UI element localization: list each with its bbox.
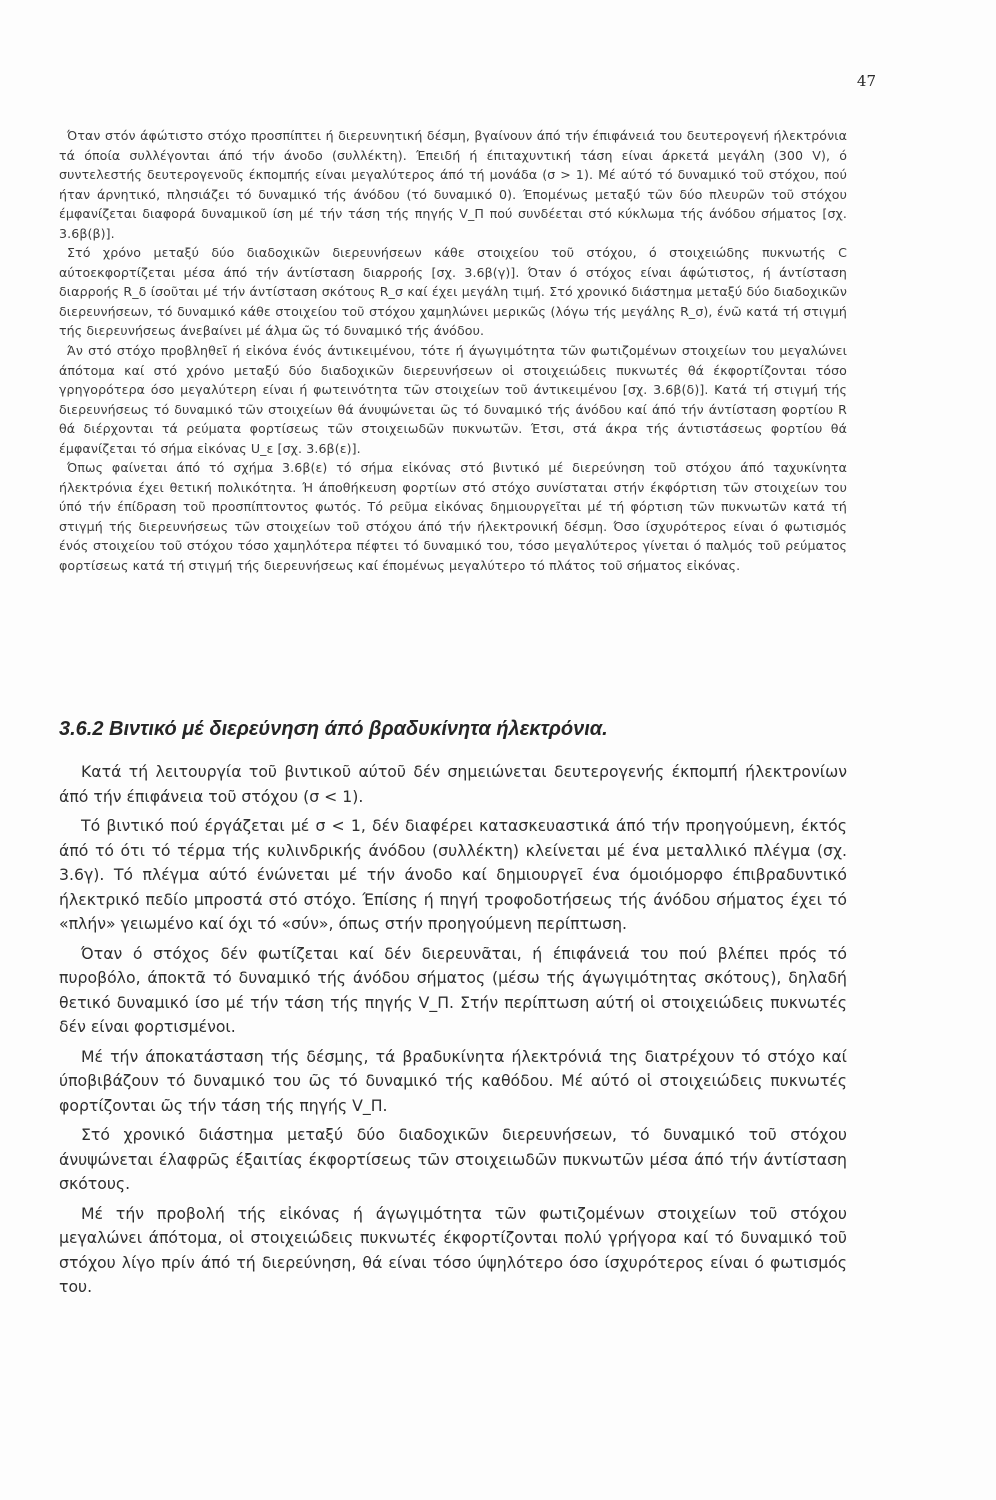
paragraph-secondary-emission: Όταν στόν άφώτιστο στόχο προσπίπτει ή διερευνητική δέσμη, βγαίνουν άπό τήν έπιφάνειά του δευτερογενή ήλεκτρόνια τά όποία συλλέγονται άπό τήν άνοδο (συλλέκτη). Έπειδή ή έπιταχυντική τάση είναι άρκετά μεγάλη (300 V), ό συντελεστής δευτερογενοῦς έκπομπής είναι μεγαλύτερος άπό τή μονάδα (σ > 1). Μέ αύτό τό δυναμικό τοῦ στόχου, πού ήταν άρνητικό, πλησιάζει τό δυναμικό τής άνόδου (τό δυναμικό 0). Έπομένως μεταξύ τῶν δύο πλευρῶν τοῦ στόχου έμφανίζεται διαφορά δυναμικοῦ ίση μέ τήν τάση τής πηγής V_Π πού συνδέεται στό κύκλωμα τής άνόδου σήματος [σχ. 3.6β(β)]. bbox=[59, 128, 847, 241]
paragraph-construction: Τό βιντικό πού έργάζεται μέ σ < 1, δέν διαφέρει κατασκευαστικά άπό τήν προηγούμενη, έκτός άπό τό ότι τό τέρμα τής κυλινδρικής άνόδου (συλλέκτη) κλείνεται μέ ένα μεταλλικό πλέγμα (σχ. 3.6γ). Τό πλέγμα αύτό ένώνεται μέ τήν άνοδο καί δημιουργεῖ ένα όμοιόμορφο έπιβραδυντικό ήλεκτρικό πεδίο μπροστά στό στόχο. Έπίσης ή πηγή τροφοδοτήσεως τής άνόδου σήματος έχει τό «πλήν» γειωμένο καί όχι τό «σύν», όπως στήν προηγούμενη περίπτωση. bbox=[59, 816, 847, 933]
paragraph-dark-target: Όταν ό στόχος δέν φωτίζεται καί δέν διερευνᾶται, ή έπιφάνειά του πού βλέπει πρός τό πυροβόλο, άποκτᾶ τό δυναμικό τής άνόδου σήματος (μέσω τής άγωγιμότητας σκότους), δηλαδή θετικό δυναμικό ίσο μέ τήν τάση τής πηγής V_Π. Στήν περίπτωση αύτή οἱ στοιχειώδεις πυκνωτές δέν είναι φορτισμένοι. bbox=[59, 943, 847, 1036]
paragraph-no-secondary-emission: Κατά τή λειτουργία τοῦ βιντικοῦ αύτοῦ δέν σημειώνεται δευτερογενής έκπομπή ήλεκτρονίων άπό τήν έπιφάνεια τοῦ στόχου (σ < 1). bbox=[59, 762, 847, 806]
paragraph-image-projection: Άν στό στόχο προβληθεῖ ή εἰκόνα ένός άντικειμένου, τότε ή άγωγιμότητα τῶν φωτιζομένων στοιχείων του μεγαλώνει άπότομα καί στό χρόνο μεταξύ δύο διαδοχικῶν διερευνήσεων οἱ στοιχειώδεις πυκνωτές θά έκφορτίζονται τόσο γρηγορότερα όσο μεγαλύτερη είναι ή φωτεινότητα τῶν στοιχείων τοῦ άντικειμένου [σχ. 3.6β(δ)]. Κατά τή στιγμή τής διερευνήσεως τό δυναμικό τῶν στοιχείων θά άνυψώνεται ῶς τό δυναμικό τής άνόδου καί άπό τήν άντίσταση φορτίου R θά διέρχονται τά ρεύματα φορτίσεως τῶν στοιχειωδῶν πυκνωτῶν. Έτσι, στά άκρα τής άντιστάσεως φορτίου θά έμφανίζεται τό σήμα εἰκόνας U_ε [σχ. 3.6β(ε)]. bbox=[59, 343, 847, 456]
paragraph-signal-polarity: Όπως φαίνεται άπό τό σχήμα 3.6β(ε) τό σήμα εἰκόνας στό βιντικό μέ διερεύνηση τοῦ στόχου άπό ταχυκίνητα ήλεκτρόνια έχει θετική πολικότητα. Ή άποθήκευση φορτίων στό στόχο συνίσταται στήν έκφόρτιση τῶν στοιχείων του ύπό τήν έπίδραση τοῦ προσπίπτοντος φωτός. Τό ρεῦμα εἰκόνας δημιουργεῖται μέ τή φόρτιση τῶν πυκνωτῶν κατά τή στιγμή τής διερευνήσεως τῶν στοιχείων τοῦ στόχου άπό τήν ήλεκτρονική δέσμη. Όσο ίσχυρότερος είναι ό φωτισμός ένός στοιχείου τοῦ στόχου τόσο χαμηλότερα πέφτει τό δυναμικό του, τόσο μεγαλύτερος γίνεται ό παλμός τοῦ ρεύματος φορτίσεως κατά τή στιγμή τής διερευνήσεως καί έπομένως μεγαλύτερο τό πλάτος τοῦ σήματος εἰκόνας. bbox=[59, 460, 847, 574]
section-heading: 3.6.2 Βιντικό μέ διερεύνηση άπό βραδυκίνητα ήλεκτρόνια. bbox=[59, 718, 608, 740]
section-text-block bbox=[59, 760, 847, 1300]
paragraph-beam-restoration: Μέ τήν άποκατάσταση τής δέσμης, τά βραδυκίνητα ήλεκτρόνιά της διατρέχουν τό στόχο καί ύποβιβάζουν τό δυναμικό του ῶς τό δυναμικό τής καθόδου. Μέ αύτό οἱ στοιχειώδεις πυκνωτές φορτίζονται ῶς τήν τάση τής πηγής V_Π. bbox=[59, 1046, 847, 1115]
paragraph-image-discharge: Μέ τήν προβολή τής εἰκόνας ή άγωγιμότητα τῶν φωτιζομένων στοιχείων τοῦ στόχου μεγαλώνει άπότομα, οἱ στοιχειώδεις πυκνωτές έκφορτίζονται πολύ γρήγορα καί τό δυναμικό τοῦ στόχου λίγο πρίν άπό τή διερεύνηση, θά είναι τόσο ύψηλότερο όσο ίσχυρότερος είναι ό φωτισμός του. bbox=[59, 1203, 847, 1296]
page-number: 47 bbox=[856, 72, 876, 90]
paragraph-scan-interval: Στό χρονικό διάστημα μεταξύ δύο διαδοχικῶν διερευνήσεων, τό δυναμικό τοῦ στόχου άνυψώνεται έλαφρῶς έξαιτίας έκφορτίσεως τῶν στοιχειωδῶν πυκνωτῶν μέσα άπό τήν άντίσταση σκότους. bbox=[59, 1125, 847, 1193]
intro-text-block bbox=[59, 126, 847, 576]
paragraph-self-discharge: Στό χρόνο μεταξύ δύο διαδοχικῶν διερευνήσεων κάθε στοιχείου τοῦ στόχου, ό στοιχειώδης πυκνωτής C αύτοεκφορτίζεται μέσα άπό τήν άντίσταση διαρροής [σχ. 3.6β(γ)]. Όταν ό στόχος είναι άφώτιστος, ή άντίσταση διαρροής R_δ ίσοῦται μέ τήν άντίσταση σκότους R_σ καί έχει μεγάλη τιμή. Στό χρονικό διάστημα μεταξύ δύο διαδοχικῶν διερευνήσεων, τό δυναμικό κάθε στοιχείου τοῦ στόχου χαμηλώνει μερικῶς (λόγω τής μεγάλης R_σ), ένῶ κατά τή στιγμή τής διερευνήσεως άνεβαίνει μέ άλμα ῶς τό δυναμικό τής άνόδου. bbox=[59, 245, 847, 339]
